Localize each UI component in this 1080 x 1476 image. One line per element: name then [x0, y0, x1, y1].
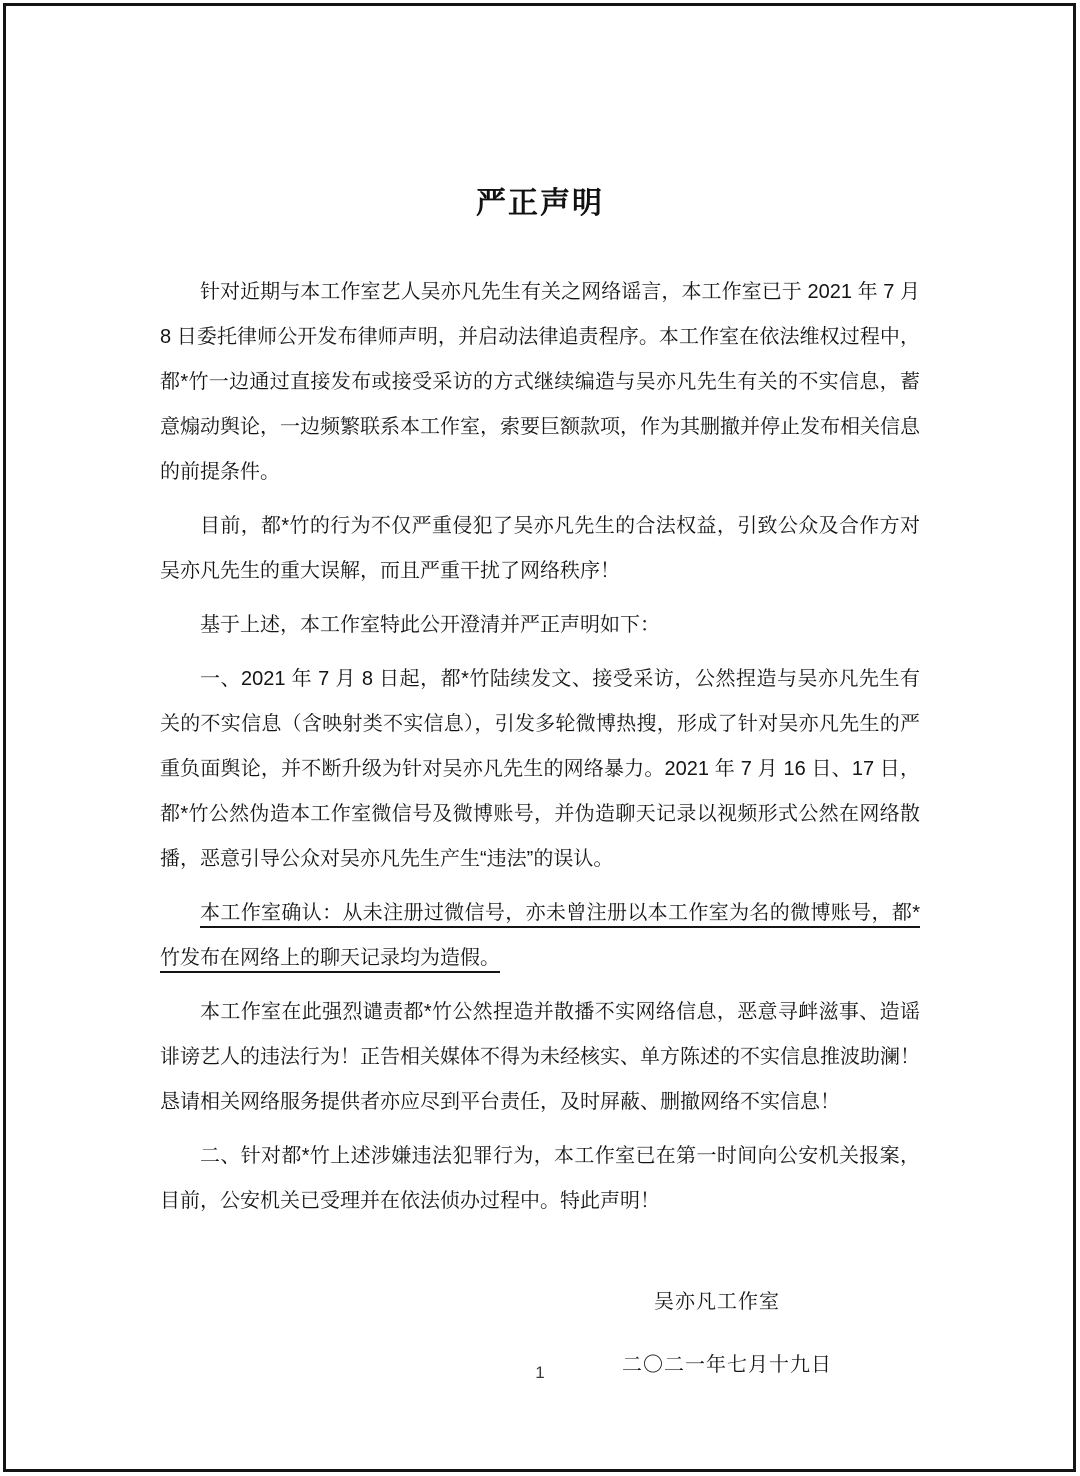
page-number: 1	[535, 1363, 545, 1382]
statement-paragraph-condemnation: 本工作室在此强烈谴责都*竹公然捏造并散播不实网络信息，恶意寻衅滋事、造谣诽谤艺人的违法行为！正告相关媒体不得为未经核实、单方陈述的不实信息推波助澜！恳请相关网络服务提供者亦应尽到平台责任，及时屏蔽、删撤网络不实信息！	[160, 1001, 920, 1113]
studio-signature: 吴亦凡工作室	[654, 1291, 780, 1313]
statement-paragraph-lead-in: 基于上述，本工作室特此公开澄清并严正声明如下：	[200, 614, 660, 636]
statement-text	[160, 270, 920, 1224]
statement-paragraph-confirmation-underlined: 本工作室确认：从未注册过微信号，亦未曾注册以本工作室为名的微博账号，都*竹发布在网络上的聊天记录均为造假。	[160, 902, 920, 969]
statement-date: 二〇二一年七月十九日	[622, 1354, 832, 1376]
statement-paragraph-item-2: 二、针对都*竹上述涉嫌违法犯罪行为，本工作室已在第一时间向公安机关报案，目前，公安机关已受理并在依法侦办过程中。特此声明！	[160, 1145, 920, 1212]
statement-paragraph-item-1: 一、2021 年 7 月 8 日起，都*竹陆续发文、接受采访，公然捏造与吴亦凡先生有关的不实信息（含映射类不实信息），引发多轮微博热搜，形成了针对吴亦凡先生的严重负面舆论，并不断升级为针对吴亦凡先生的网络暴力。2021 年 7 月 16 日、17 日，都*竹公然伪造本工作室微信号及微博账号，并伪造聊天记录以视频形式公然在网络散播，恶意引导公众对吴亦凡先生产生“违法”的误认。	[160, 668, 920, 870]
document-body	[160, 0, 920, 1388]
statement-paragraph-impact: 目前，都*竹的行为不仅严重侵犯了吴亦凡先生的合法权益，引致公众及合作方对吴亦凡先生的重大误解，而且严重干扰了网络秩序！	[160, 515, 920, 582]
statement-paragraph-intro: 针对近期与本工作室艺人吴亦凡先生有关之网络谣言，本工作室已于 2021 年 7 月 8 日委托律师公开发布律师声明，并启动法律追责程序。本工作室在依法维权过程中，都*竹一边通过直接发布或接受采访的方式继续编造与吴亦凡先生有关的不实信息，蓄意煽动舆论，一边频繁联系本工作室，索要巨额款项，作为其删撤并停止发布相关信息的前提条件。	[160, 281, 920, 483]
document-title: 严正声明	[476, 187, 604, 220]
